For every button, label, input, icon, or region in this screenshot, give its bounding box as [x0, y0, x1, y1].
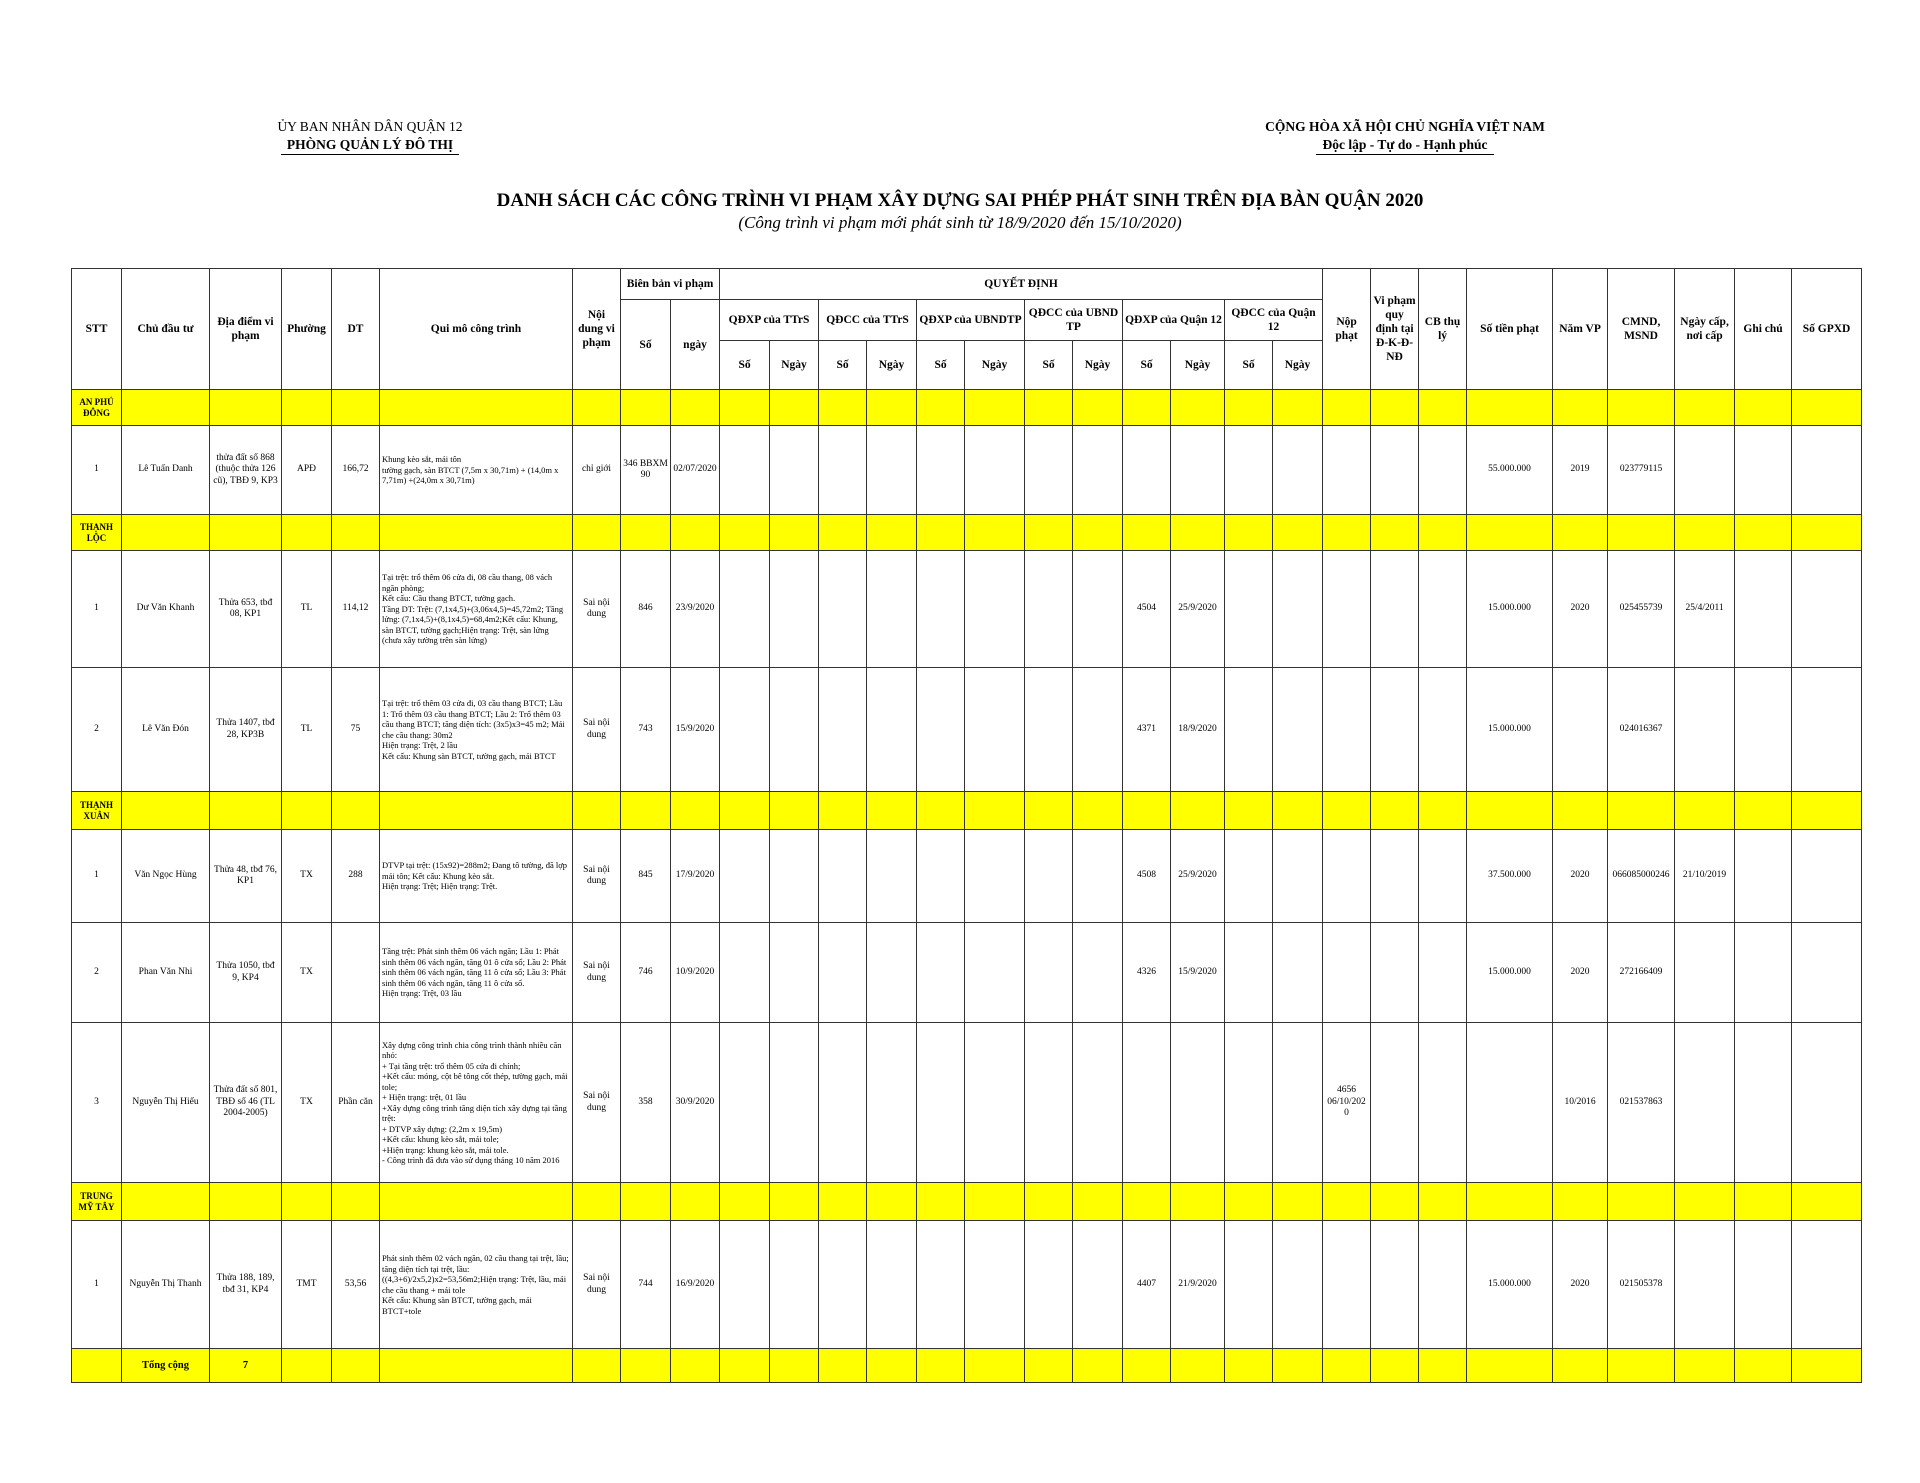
cell-year: 2020 — [1553, 551, 1608, 668]
col-record: Biên bản vi phạm — [621, 269, 720, 300]
cell-scale: Tại trệt: trổ thêm 03 cửa đi, 03 cầu thang BTCT; Lầu 1: Trổ thêm 03 cầu thang BTCT; Lầu 2: Trổ thêm 03 cầu thang BTCT; tăng diện tích: (3x5)x3=45 m2; Mái che cầu thang: 30m2 Hiện trạng: Trệt, 2 lầu Kết cấu: Khung sàn BTCT, tường gạch, mái BTCT — [380, 668, 573, 792]
cell-year: 2020 — [1553, 923, 1608, 1023]
table-row — [72, 1221, 1862, 1349]
cell-ward: TMT — [282, 1221, 332, 1349]
col-decision: QUYẾT ĐỊNH — [720, 269, 1323, 300]
cell-record-number: 846 — [621, 551, 671, 668]
issuer-line2: PHÒNG QUẢN LÝ ĐÔ THỊ — [281, 136, 459, 155]
col-stt: STT — [72, 269, 122, 390]
cell-investor: Phan Văn Nhi — [122, 923, 210, 1023]
col-qdxp-ubndtp: QĐXP của UBNDTP — [917, 300, 1025, 341]
cell-investor: Lê Tuấn Danh — [122, 426, 210, 515]
col-investor: Chủ đầu tư — [122, 269, 210, 390]
table-row — [72, 1023, 1862, 1183]
cell-violation-content: Sai nội dung — [573, 830, 621, 923]
cell-fine-amount: 15.000.000 — [1467, 923, 1553, 1023]
cell-ward: TX — [282, 830, 332, 923]
cell-violation-content: Sai nội dung — [573, 923, 621, 1023]
cell-fine-amount: 15.000.000 — [1467, 551, 1553, 668]
col-qdcc-ttrs: QĐCC của TTrS — [819, 300, 917, 341]
cell-location: Thửa 653, tbđ 08, KP1 — [210, 551, 282, 668]
total-label: Tổng cộng — [122, 1349, 210, 1383]
cell-record-number: 358 — [621, 1023, 671, 1183]
col-date: Ngày — [1273, 341, 1323, 390]
cell-violation-content: Sai nội dung — [573, 551, 621, 668]
cell-investor: Nguyễn Thị Hiếu — [122, 1023, 210, 1183]
ward-row-trung-my-tay — [72, 1183, 1862, 1221]
col-date: Ngày — [1073, 341, 1123, 390]
issuer-line1: ỦY BAN NHÂN DÂN QUẬN 12 — [277, 119, 463, 134]
national-title: CỘNG HÒA XÃ HỘI CHỦ NGHĨA VIỆT NAM — [1265, 119, 1545, 134]
cell-violation-content: Sai nội dung — [573, 1023, 621, 1183]
cell-record-date: 10/9/2020 — [671, 923, 720, 1023]
cell-fine-amount: 55.000.000 — [1467, 426, 1553, 515]
cell-qdxp-q12-number: 4407 — [1123, 1221, 1171, 1349]
ward-name: THẠNH LỘC — [72, 515, 122, 551]
table-row — [72, 923, 1862, 1023]
cell-location: thửa đất số 868 (thuộc thửa 126 cũ), TBĐ 9, KP3 — [210, 426, 282, 515]
cell-ward: TX — [282, 1023, 332, 1183]
cell-id: 024016367 — [1608, 668, 1675, 792]
cell-scale: Tầng trệt: Phát sinh thêm 06 vách ngăn; Lầu 1: Phát sinh thêm 06 vách ngăn, tăng 01 ô cửa sổ; Lầu 2: Phát sinh thêm 06 vách ngăn, tăng 11 ô cửa sổ; Lầu 3: Phát sinh thêm 06 vách ngăn, tăng 11 ô cửa sổ. Hiện trạng: Trệt, 03 lầu — [380, 923, 573, 1023]
cell-year: 2020 — [1553, 830, 1608, 923]
col-qdxp-q12: QĐXP của Quận 12 — [1123, 300, 1225, 341]
cell-record-date: 23/9/2020 — [671, 551, 720, 668]
cell-year: 2020 — [1553, 1221, 1608, 1349]
cell-location: Thửa 188, 189, tbđ 31, KP4 — [210, 1221, 282, 1349]
cell-record-date: 02/07/2020 — [671, 426, 720, 515]
col-issue-date: Ngày cấp, nơi cấp — [1675, 269, 1735, 390]
cell-area: 114,12 — [332, 551, 380, 668]
cell-id: 021537863 — [1608, 1023, 1675, 1183]
col-date: Ngày — [867, 341, 917, 390]
cell-record-number: 746 — [621, 923, 671, 1023]
cell-qdxp-q12-number: 4504 — [1123, 551, 1171, 668]
table-body — [72, 390, 1862, 1383]
cell-stt: 1 — [72, 830, 122, 923]
cell-fine-amount: 37.500.000 — [1467, 830, 1553, 923]
col-id: CMND, MSND — [1608, 269, 1675, 390]
document-title: DANH SÁCH CÁC CÔNG TRÌNH VI PHẠM XÂY DỰNG SAI PHÉP PHÁT SINH TRÊN ĐỊA BÀN QUẬN 2020 — [496, 190, 1424, 211]
national-motto: Độc lập - Tự do - Hạnh phúc — [1316, 136, 1493, 155]
cell-fine-amount: 15.000.000 — [1467, 668, 1553, 792]
issuer-header — [230, 118, 510, 155]
col-number: Số — [819, 341, 867, 390]
col-date: Ngày — [770, 341, 819, 390]
col-number: Số — [720, 341, 770, 390]
cell-location: Thửa 1407, tbđ 28, KP3B — [210, 668, 282, 792]
ward-row-thanh-xuan — [72, 792, 1862, 830]
cell-year: 2019 — [1553, 426, 1608, 515]
cell-area: Phần căn — [332, 1023, 380, 1183]
col-number: Số — [917, 341, 965, 390]
cell-area: 75 — [332, 668, 380, 792]
table-row — [72, 830, 1862, 923]
cell-record-date: 15/9/2020 — [671, 668, 720, 792]
cell-scale: DTVP tại trệt: (15x92)=288m2; Đang tô tường, đã lợp mái tôn; Kết cấu: Khung kèo sắt. Hiện trạng: Trệt; Hiện trạng: Trệt. — [380, 830, 573, 923]
cell-issue-date: 25/4/2011 — [1675, 551, 1735, 668]
cell-area: 166,72 — [332, 426, 380, 515]
col-scale: Qui mô công trình — [380, 269, 573, 390]
cell-area: 288 — [332, 830, 380, 923]
col-ward: Phường — [282, 269, 332, 390]
cell-record-date: 16/9/2020 — [671, 1221, 720, 1349]
cell-stt: 3 — [72, 1023, 122, 1183]
table-row — [72, 551, 1862, 668]
col-number: Số — [1025, 341, 1073, 390]
cell-stt: 2 — [72, 668, 122, 792]
cell-location: Thửa đất số 801, TBĐ số 46 (TL 2004-2005) — [210, 1023, 282, 1183]
cell-investor: Lê Văn Đón — [122, 668, 210, 792]
cell-stt: 1 — [72, 1221, 122, 1349]
col-qdxp-ttrs: QĐXP của TTrS — [720, 300, 819, 341]
cell-location: Thửa 1050, tbđ 9, KP4 — [210, 923, 282, 1023]
cell-ward: APĐ — [282, 426, 332, 515]
ward-name: TRUNG MỸ TÂY — [72, 1183, 122, 1221]
col-date: Ngày — [965, 341, 1025, 390]
col-date: Ngày — [1171, 341, 1225, 390]
cell-id: 023779115 — [1608, 426, 1675, 515]
violations-table — [71, 268, 1862, 1383]
cell-scale: Phát sinh thêm 02 vách ngăn, 02 cầu thang tại trệt, lầu; tăng diện tích tại trệt, lầu: ((4,3+6)/2x5,2)x2=53,56m2;Hiện trạng: Trệt, lầu, mái che cầu thang + mái tole Kết cấu: Khung sàn BTCT, tường gạch, mái BTCT+tole — [380, 1221, 573, 1349]
col-fine-amount: Số tiền phạt — [1467, 269, 1553, 390]
col-qdcc-ubndtp: QĐCC của UBND TP — [1025, 300, 1123, 341]
cell-investor: Văn Ngọc Hùng — [122, 830, 210, 923]
document-subtitle: (Công trình vi phạm mới phát sinh từ 18/9/2020 đến 15/10/2020) — [738, 213, 1182, 232]
table-header — [72, 269, 1862, 390]
cell-violation-content: chỉ giới — [573, 426, 621, 515]
ward-name: AN PHÚ ĐÔNG — [72, 390, 122, 426]
col-record-number: Số — [621, 300, 671, 390]
col-area: DT — [332, 269, 380, 390]
cell-record-number: 845 — [621, 830, 671, 923]
table-row — [72, 668, 1862, 792]
col-qdcc-q12: QĐCC của Quận 12 — [1225, 300, 1323, 341]
col-year: Năm VP — [1553, 269, 1608, 390]
ward-name: THẠNH XUÂN — [72, 792, 122, 830]
cell-qdxp-q12-date: 15/9/2020 — [1171, 923, 1225, 1023]
cell-investor: Dư Văn Khanh — [122, 551, 210, 668]
cell-scale: Khung kèo sắt, mái tôn tường gạch, sàn BTCT (7,5m x 30,71m) + (14,0m x 7,71m) +(24,0m x 30,71m) — [380, 426, 573, 515]
cell-stt: 2 — [72, 923, 122, 1023]
cell-id: 272166409 — [1608, 923, 1675, 1023]
cell-scale: Tại trệt: trổ thêm 06 cửa đi, 08 cầu thang, 08 vách ngăn phòng; Kết cấu: Cầu thang BTCT, tường gạch. Tầng DT: Trệt: (7,1x4,5)+(3,06x4,5)=45,72m2; Tầng lửng: (7,1x4,5)+(8,1x4,5)=68,4m2;Kết cấu: Khung, sàn BTCT, tường gạch;Hiện trạng: Trệt, sàn lửng (chưa xây tường trên sàn lửng) — [380, 551, 573, 668]
col-violation-content: Nội dung vi phạm — [573, 269, 621, 390]
cell-ward: TX — [282, 923, 332, 1023]
col-regulation: Vi phạm quy định tại Đ-K-Đ-NĐ — [1371, 269, 1419, 390]
cell-scale: Xây dựng công trình chia công trình thành nhiều căn nhỏ: + Tại tầng trệt: trổ thêm 05 cửa đi chính; +Kết cấu: móng, cột bê tông cốt thép, tường gạch, mái tole; + Hiện trạng: trệt, 01 lầu +Xây dựng công trình tăng diện tích xây dựng tại tầng trệt: + DTVP xây dựng: (2,2m x 19,5m) +Kết cấu: khung kèo sắt, mái tole; +Hiện trạng: khung kèo sắt, mái tole. - Công trình đã đưa vào sử dụng tháng 10 năm 2016 — [380, 1023, 573, 1183]
cell-record-number: 744 — [621, 1221, 671, 1349]
cell-ward: TL — [282, 551, 332, 668]
cell-violation-content: Sai nội dung — [573, 668, 621, 792]
cell-qdxp-q12-date: 18/9/2020 — [1171, 668, 1225, 792]
cell-qdxp-q12-date: 25/9/2020 — [1171, 830, 1225, 923]
cell-record-date: 30/9/2020 — [671, 1023, 720, 1183]
col-number: Số — [1225, 341, 1273, 390]
table-row — [72, 426, 1862, 515]
cell-stt: 1 — [72, 551, 122, 668]
cell-fine-paid: 4656 06/10/2020 — [1323, 1023, 1371, 1183]
cell-id: 025455739 — [1608, 551, 1675, 668]
cell-issue-date: 21/10/2019 — [1675, 830, 1735, 923]
cell-qdxp-q12-number: 4326 — [1123, 923, 1171, 1023]
total-row — [72, 1349, 1862, 1383]
cell-stt: 1 — [72, 426, 122, 515]
cell-id: 021505378 — [1608, 1221, 1675, 1349]
cell-ward: TL — [282, 668, 332, 792]
cell-record-number: 346 BBXM 90 — [621, 426, 671, 515]
cell-qdxp-q12-date: 21/9/2020 — [1171, 1221, 1225, 1349]
col-number: Số — [1123, 341, 1171, 390]
cell-investor: Nguyễn Thị Thanh — [122, 1221, 210, 1349]
cell-area: 53,56 — [332, 1221, 380, 1349]
col-record-date: ngày — [671, 300, 720, 390]
ward-row-thanh-loc — [72, 515, 1862, 551]
cell-record-date: 17/9/2020 — [671, 830, 720, 923]
cell-year: 10/2016 — [1553, 1023, 1608, 1183]
cell-qdxp-q12-number: 4371 — [1123, 668, 1171, 792]
col-note: Ghi chú — [1735, 269, 1792, 390]
ward-row-an-phu-dong — [72, 390, 1862, 426]
cell-id: 066085000246 — [1608, 830, 1675, 923]
col-location: Địa điểm vi phạm — [210, 269, 282, 390]
national-header — [1230, 118, 1580, 155]
col-officer: CB thụ lý — [1419, 269, 1467, 390]
cell-qdxp-q12-number: 4508 — [1123, 830, 1171, 923]
col-permit: Số GPXD — [1792, 269, 1862, 390]
cell-qdxp-q12-date: 25/9/2020 — [1171, 551, 1225, 668]
cell-fine-amount: 15.000.000 — [1467, 1221, 1553, 1349]
col-fine-paid: Nộp phạt — [1323, 269, 1371, 390]
cell-record-number: 743 — [621, 668, 671, 792]
cell-location: Thửa 48, tbđ 76, KP1 — [210, 830, 282, 923]
cell-violation-content: Sai nội dung — [573, 1221, 621, 1349]
total-count: 7 — [210, 1349, 282, 1383]
